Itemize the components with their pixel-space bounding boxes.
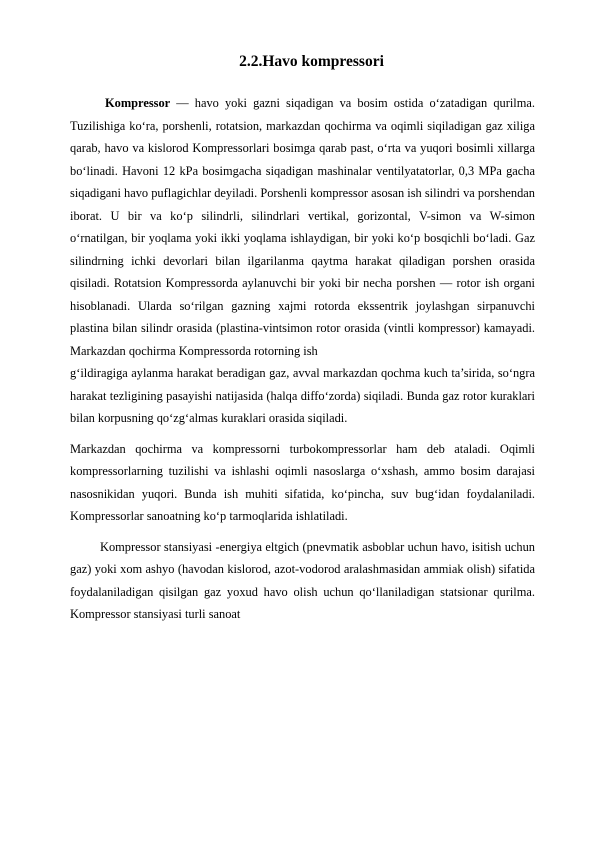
paragraph-turbokompressor: Markazdan qochirma va kompressorni turbokompressorlar ham deb ataladi. Oqimli kompressorlarning tuzilishi va ishlashi oqimli nasoslarga o‘xshash, ammo bosim darajasi nasosnikidan yuqori. Bunda ish muhiti sifatida, ko‘pincha, suv bug‘idan foydalaniladi. Kompressorlar sanoatning ko‘p tarmoqlarida ishlatiladi. xyxy=(70,441,535,523)
lead-term: Kompressor xyxy=(105,96,171,110)
paragraph-kompressor-stansiyasi: Kompressor stansiyasi -energiya eltgich (pnevmatik asboblar uchun havo, isitish uchun gaz) yoki xom ashyo (havodan kislorod, azot-vodorod aralashmasidan ammiak olish) sifatida foydalaniladigan qisilgan gaz yoxud havo olish uchun qo‘llaniladigan statsionar qurilma. Kompressor stansiyasi turli sanoat xyxy=(70,539,535,621)
paragraph-text-part-b: g‘ildiragiga aylanma harakat beradigan gaz, avval markazdan qochma kuch ta’sirida, so‘ngra harakat tezligining pasayishi natijasida (halqa diffo‘zorda) siqiladi. Bunda gaz rotor kuraklari bilan korpusning qo‘zg‘almas kuraklari orasida siqiladi. xyxy=(70,366,535,425)
paragraph-text-part-a: — havo yoki gazni siqadigan va bosim ostida o‘zatadigan qurilma. Tuzilishiga ko‘ra, porshenli, rotatsion, markazdan qochirma va oqimli siqiladigan gaz xiliga qarab, havo va kislorod Kompressorlari bosimga qarab past, o‘rta va yuqori bosimli xillarga bo‘linadi. Havoni 12 kPa bosimgacha siqadigan mashinalar ventilyatatorlar, 0,3 MPa gacha siqadigani havo puflagichlar deyiladi. Porshenli kompressor asosan ish silindri va porshendan iborat. U bir va ko‘p silindrli, silindrlari vertikal, gorizontal, V-simon va W-simon o‘rnatilgan, bir yoqlama yoki ikki yoqlama ishlaydigan, bir yoki ko‘p bosqichli bo‘ladi. Gaz silindrning ichki devorlari bilan ilgarilanma qaytma harakat qiladigan porshen orasida qisiladi. Rotatsion Kompressorda aylanuvchi bir yoki bir necha porshen — rotor ish organi hisoblanadi. Ularda so‘rilgan gazning xajmi rotorda ekssentrik joylashgan sirpanuvchi plastina bilan silindr orasida (plastina-vintsimon rotor orasida (vintli kompressor) kamayadi. Markazdan qochirma Kompressorda rotorning ish xyxy=(70,96,535,358)
document-page xyxy=(70,52,535,626)
paragraph-kompressor-continuation xyxy=(70,362,535,430)
section-title: 2.2.Havo kompressori xyxy=(239,53,384,70)
paragraph-kompressor-definition xyxy=(70,92,535,362)
